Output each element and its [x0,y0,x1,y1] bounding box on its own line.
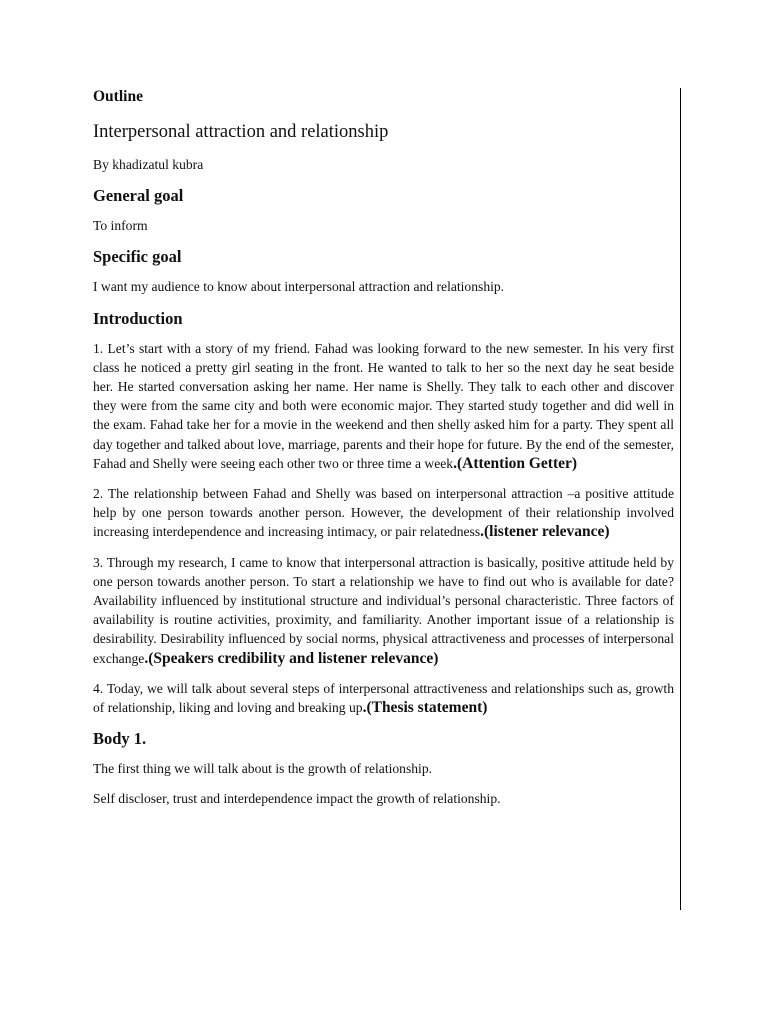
intro-paragraph-4-text: 4. Today, we will talk about several steps of interpersonal attractiveness and relationships such as, growth of relationship, liking and loving and breaking up [93,680,674,716]
intro-paragraph-2-text: 2. The relationship between Fahad and Shelly was based on interpersonal attraction –a positive attitude help by one person towards another person. However, the development of their relationship involved increasing interdependence and increasing intimacy, or pair relatedness [93,486,674,540]
general-goal-text: To inform [93,218,148,234]
intro-paragraph-4 [93,679,674,717]
body1-heading: Body 1. [93,729,147,749]
intro-paragraph-1 [93,339,674,473]
intro-paragraph-4-tag: .(Thesis statement) [362,699,488,717]
byline: By khadizatul kubra [93,157,204,172]
intro-paragraph-1-tag: .(Attention Getter) [453,454,578,472]
intro-paragraph-1-text: 1. Let’s start with a story of my friend. Fahad was looking forward to the new semester. In his very first class he noticed a pretty girl seating in the front. He wanted to talk to her so the next day he seat beside her. He started conversation asking her name. Her name is Shelly. They talk to each other and discover they were from the same city and both were economic major. They started study together and did well in the exam. Fahad take her for a movie in the weekend and then shelly asked him for a party. They spent all day together and talked about love, marriage, parents and their hope for future. By the end of the semester, Fahad and Shelly were seeing each other two or three time a week [93,340,674,471]
document-content [93,87,674,820]
body1-paragraph-2: Self discloser, trust and interdependence impact the growth of relationship. [93,791,501,807]
specific-goal-text: I want my audience to know about interpersonal attraction and relationship. [93,279,505,295]
general-goal-heading: General goal [93,186,184,206]
intro-paragraph-3-text: 3. Through my research, I came to know that interpersonal attraction is basically, positive attitude held by one person towards another person. To start a relationship we have to find out who is available for date? Availability influenced by institutional structure and individual’s personal characteristic. Three factors of availability is routine activities, proximity, and familiarity. Another important issue of a relationship is desirability. Desirability influenced by social norms, physical attractiveness and processes of interpersonal exchange [93,554,674,666]
body1-paragraph-1: The first thing we will talk about is the growth of relationship. [93,761,433,777]
introduction-heading: Introduction [93,308,183,328]
intro-paragraph-3 [93,553,674,668]
document-title: Interpersonal attraction and relationship [93,122,389,142]
intro-paragraph-2-tag: .(listener relevance) [480,523,610,541]
margin-rule [680,88,681,910]
specific-goal-heading: Specific goal [93,247,182,267]
intro-paragraph-3-tag: .(Speakers credibility and listener relevance) [144,649,439,667]
outline-heading: Outline [93,88,143,105]
intro-paragraph-2 [93,484,674,542]
